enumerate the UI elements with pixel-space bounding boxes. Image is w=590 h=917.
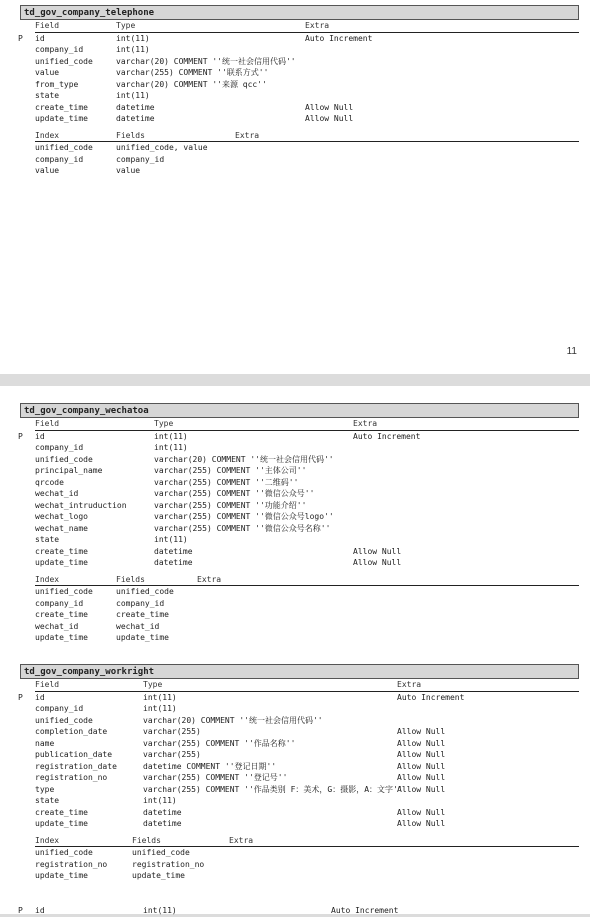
field-type: varchar(255) COMMENT ''登记号'' (143, 773, 288, 782)
field-type: datetime COMMENT ''登记日期'' (143, 761, 277, 771)
field-type: int(11) (143, 704, 177, 713)
table-row (18, 477, 579, 489)
table-row (18, 102, 579, 114)
index-row (18, 621, 579, 633)
table-row (18, 761, 579, 773)
field-name: update_time (35, 819, 88, 828)
table-title: td_gov_company_workright (20, 664, 579, 679)
index-name: registration_no (35, 859, 108, 869)
document-page-12 (0, 386, 590, 914)
field-extra: Allow Null (397, 727, 446, 736)
header-type: Type (154, 419, 174, 428)
field-name: unified_code (35, 454, 93, 464)
index-name: company_id (35, 598, 84, 608)
table-row (18, 795, 579, 807)
field-type: varchar(255) (143, 727, 201, 736)
table-row (18, 905, 579, 917)
index-fields: company_id (116, 154, 165, 164)
table-row (18, 431, 579, 443)
field-name: principal_name (35, 466, 103, 475)
index-fields: value (116, 166, 141, 175)
table-row (18, 523, 579, 535)
table-row (18, 557, 579, 569)
table-row (18, 726, 579, 738)
field-extra: Auto Increment (305, 33, 373, 43)
field-name: state (35, 91, 60, 100)
index-fields: registration_no (132, 859, 205, 869)
index-header-fields: Fields (132, 835, 161, 845)
field-type: varchar(255) COMMENT ''作品类别 F：美术，G：摄影，A：文字'' (143, 784, 403, 794)
index-header-index: Index (35, 130, 60, 140)
table-title: td_gov_company_wechatoa (20, 403, 579, 418)
primary-key-marker: P (18, 431, 23, 441)
field-type: varchar(255) COMMENT ''功能介绍'' (154, 500, 307, 510)
field-type: int(11) (116, 91, 150, 100)
table-row (18, 67, 579, 79)
field-type: datetime (154, 546, 193, 556)
field-extra: Allow Null (397, 773, 446, 782)
field-type: int(11) (154, 535, 188, 544)
table-row (18, 500, 579, 512)
index-row (18, 154, 579, 166)
table-row (18, 703, 579, 715)
index-name: company_id (35, 154, 84, 164)
field-name: create_time (35, 546, 88, 556)
index-header-row (18, 835, 579, 847)
header-extra: Extra (305, 21, 330, 30)
page-number: 11 (566, 346, 577, 357)
table-title: td_gov_company_telephone (20, 5, 579, 20)
index-row (18, 609, 579, 621)
field-name: unified_code (35, 715, 93, 725)
index-name: unified_code (35, 143, 93, 152)
table-row (18, 90, 579, 102)
header-extra: Extra (397, 680, 422, 689)
field-type: int(11) (154, 443, 188, 452)
field-extra: Auto Increment (353, 431, 421, 441)
field-type: int(11) (143, 796, 177, 805)
table-row (18, 56, 579, 68)
table-row (18, 534, 579, 546)
index-header-row (18, 574, 579, 586)
field-extra: Allow Null (397, 807, 446, 817)
header-field: Field (35, 419, 60, 428)
field-name: completion_date (35, 727, 108, 736)
field-extra: Allow Null (397, 819, 446, 828)
table-row (18, 546, 579, 558)
index-header-index: Index (35, 574, 60, 584)
field-name: id (35, 431, 45, 441)
table-row (18, 715, 579, 727)
index-header-extra: Extra (229, 835, 254, 845)
index-name: unified_code (35, 587, 93, 596)
index-row (18, 165, 579, 177)
field-type: datetime (154, 558, 193, 567)
field-name: value (35, 68, 60, 77)
field-name: registration_date (35, 761, 117, 771)
table-td-gov-company-workright (18, 664, 579, 882)
header-type: Type (143, 680, 163, 689)
index-row (18, 859, 579, 871)
field-name: state (35, 535, 60, 544)
field-type: varchar(255) COMMENT ''联系方式'' (116, 68, 269, 77)
field-type: int(11) (116, 33, 150, 43)
table-row (18, 454, 579, 466)
field-extra: Allow Null (397, 738, 446, 748)
field-name: publication_date (35, 750, 113, 759)
field-name: name (35, 738, 55, 748)
index-row (18, 586, 579, 598)
field-type: int(11) (116, 45, 150, 54)
field-extra: Allow Null (397, 784, 446, 794)
index-fields: unified_code (116, 587, 174, 596)
field-extra: Allow Null (305, 114, 354, 123)
field-type: datetime (116, 102, 155, 112)
index-row (18, 598, 579, 610)
index-fields: wechat_id (116, 621, 160, 631)
primary-key-marker: P (18, 692, 23, 702)
index-row (18, 847, 579, 859)
index-row (18, 870, 579, 882)
field-type: varchar(255) (143, 750, 201, 759)
table-row (18, 749, 579, 761)
field-name: state (35, 796, 60, 805)
header-type: Type (116, 21, 136, 30)
field-type: varchar(255) COMMENT ''作品名称'' (143, 738, 296, 748)
field-name: wechat_intruduction (35, 500, 127, 510)
field-name: update_time (35, 558, 88, 567)
field-name: create_time (35, 807, 88, 817)
index-name: update_time (35, 871, 88, 880)
field-type: varchar(255) COMMENT ''二维码'' (154, 477, 299, 487)
index-row (18, 142, 579, 154)
field-type: datetime (116, 114, 155, 123)
table-row (18, 33, 579, 45)
index-name: create_time (35, 610, 88, 619)
field-type: varchar(255) COMMENT ''微信公众号logo'' (154, 512, 334, 521)
table-row (18, 807, 579, 819)
table-row (18, 113, 579, 125)
table-row (18, 784, 579, 796)
table-row (18, 79, 579, 91)
index-fields: create_time (116, 610, 169, 619)
header-extra: Extra (353, 419, 378, 428)
index-fields: company_id (116, 598, 165, 608)
field-name: wechat_name (35, 523, 88, 533)
field-name: create_time (35, 102, 88, 112)
field-name: id (35, 33, 45, 43)
field-type: varchar(255) COMMENT ''微信公众号'' (154, 489, 315, 498)
field-extra: Auto Increment (331, 906, 399, 915)
field-type: int(11) (143, 906, 177, 915)
field-name: company_id (35, 704, 84, 713)
field-name: company_id (35, 45, 84, 54)
field-type: varchar(20) COMMENT ''来源 qcc'' (116, 79, 267, 89)
field-name: from_type (35, 79, 79, 89)
table-row (18, 488, 579, 500)
field-type: datetime (143, 819, 182, 828)
document-page-11 (0, 0, 590, 374)
field-type: varchar(20) COMMENT ''统一社会信用代码'' (143, 715, 323, 725)
field-type: int(11) (154, 431, 188, 441)
index-fields: update_time (132, 871, 185, 880)
index-name: update_time (35, 633, 88, 642)
field-extra: Allow Null (397, 761, 446, 771)
column-header-row (18, 418, 579, 430)
table-next-partial (18, 905, 579, 917)
header-field: Field (35, 21, 60, 30)
field-extra: Allow Null (353, 558, 402, 567)
index-header-fields: Fields (116, 130, 145, 140)
primary-key-marker: P (18, 33, 23, 43)
table-row (18, 465, 579, 477)
field-name: update_time (35, 114, 88, 123)
field-type: varchar(20) COMMENT ''统一社会信用代码'' (116, 56, 296, 66)
field-type: datetime (143, 807, 182, 817)
index-header-extra: Extra (197, 574, 222, 584)
table-td-gov-company-telephone (18, 5, 579, 177)
field-name: id (35, 692, 45, 702)
table-row (18, 511, 579, 523)
field-extra: Allow Null (353, 546, 402, 556)
index-fields: unified_code, value (116, 143, 208, 152)
field-type: varchar(255) COMMENT ''微信公众号名称'' (154, 523, 331, 533)
field-extra: Auto Increment (397, 692, 465, 702)
table-row (18, 818, 579, 830)
index-name: value (35, 166, 60, 175)
index-header-fields: Fields (116, 574, 145, 584)
table-row (18, 442, 579, 454)
field-name: type (35, 784, 55, 794)
field-type: varchar(255) COMMENT ''主体公司'' (154, 466, 307, 475)
index-row (18, 632, 579, 644)
field-name: id (35, 906, 45, 915)
column-header-row (18, 679, 579, 691)
index-fields: unified_code (132, 848, 190, 857)
primary-key-marker: P (18, 906, 23, 915)
table-row (18, 692, 579, 704)
field-name: wechat_logo (35, 512, 88, 521)
field-extra: Allow Null (397, 750, 446, 759)
index-header-index: Index (35, 835, 60, 845)
index-name: unified_code (35, 848, 93, 857)
field-name: registration_no (35, 773, 108, 782)
index-fields: update_time (116, 633, 169, 642)
field-type: varchar(20) COMMENT ''统一社会信用代码'' (154, 454, 334, 464)
table-row (18, 738, 579, 750)
column-header-row (18, 20, 579, 32)
field-name: qrcode (35, 477, 64, 487)
table-row (18, 772, 579, 784)
field-name: wechat_id (35, 489, 79, 498)
field-type: int(11) (143, 692, 177, 702)
table-row (18, 44, 579, 56)
table-td-gov-company-wechatoa (18, 403, 579, 644)
field-name: unified_code (35, 56, 93, 66)
index-name: wechat_id (35, 621, 79, 631)
field-extra: Allow Null (305, 102, 354, 112)
index-header-row (18, 130, 579, 142)
index-header-extra: Extra (235, 130, 260, 140)
header-field: Field (35, 680, 60, 689)
field-name: company_id (35, 443, 84, 452)
